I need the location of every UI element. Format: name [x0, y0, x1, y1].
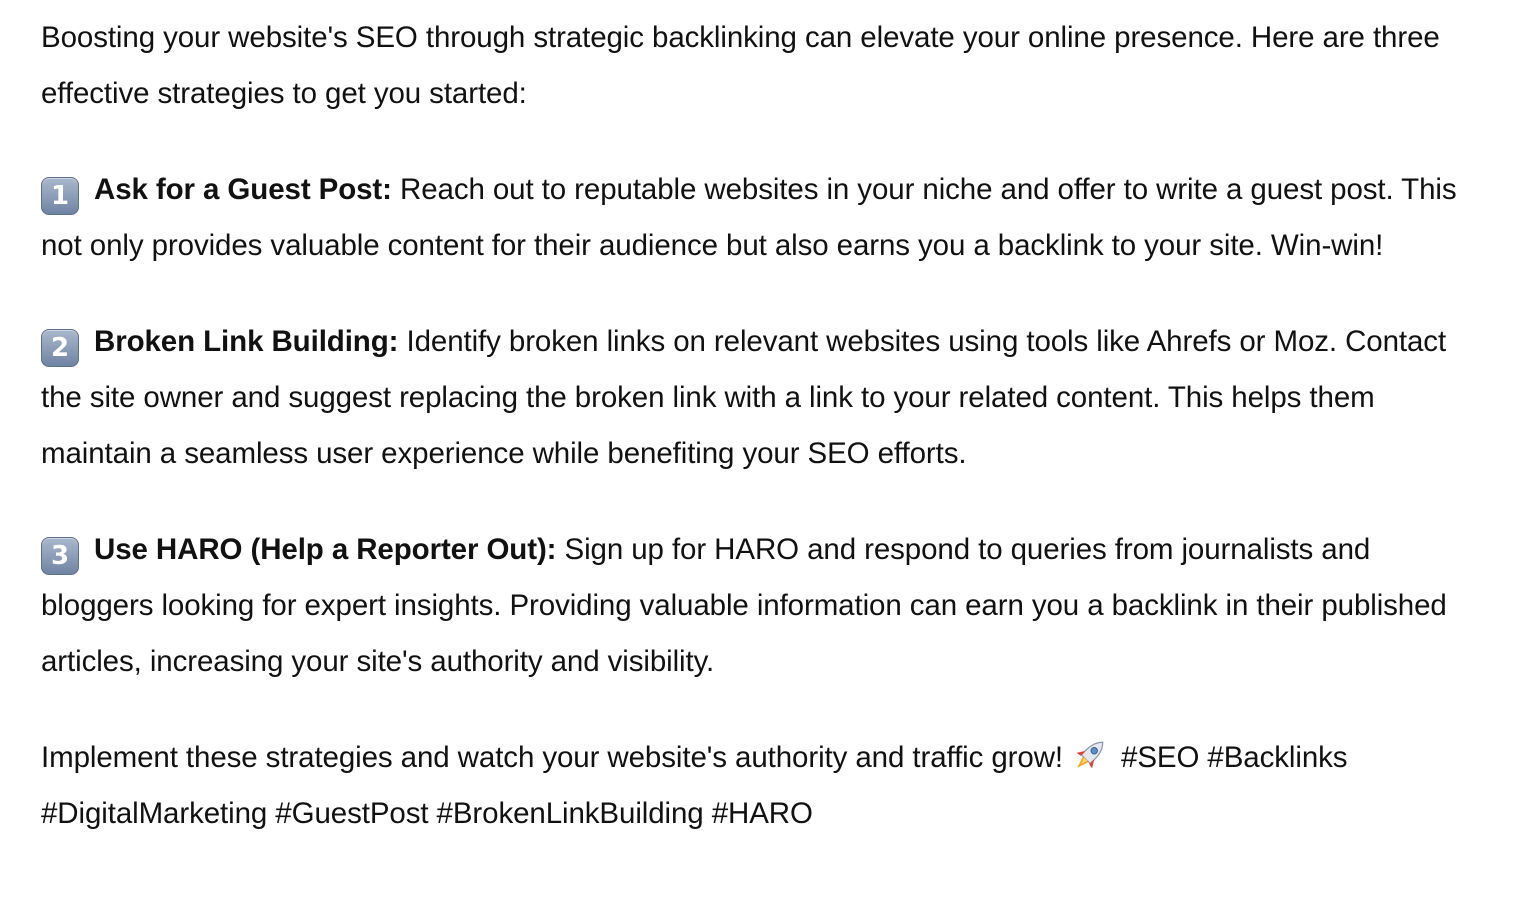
strategy-1-body: Reach out to reputable websites in your niche and offer to write a guest post. This not only provides valuable content for their audience but also earns you a backlink to your site. Win-win!: [41, 173, 1457, 262]
keycap-two-icon: 2: [41, 329, 79, 367]
keycap-three-icon: 3: [41, 537, 79, 575]
keycap-one-icon: 1: [41, 177, 79, 215]
strategy-2-body: Identify broken links on relevant websites using tools like Ahrefs or Moz. Contact the site owner and suggest replacing the broken link with a link to your related content. This helps them maintain a seamless user experience while benefiting your SEO efforts.: [41, 325, 1447, 470]
strategy-3: [41, 522, 1481, 690]
rocket-icon: [1069, 735, 1111, 775]
closing-text: Implement these strategies and watch your website's authority and traffic grow!: [41, 741, 1064, 774]
strategy-3-body: Sign up for HARO and respond to queries from journalists and bloggers looking for expert insights. Providing valuable information can earn you a backlink in their published articles, increasing your site's authority and visibility.: [41, 533, 1447, 678]
closing-paragraph: [41, 730, 1481, 842]
post-body: [41, 10, 1481, 842]
strategy-2: [41, 314, 1481, 482]
intro-paragraph: Boosting your website's SEO through strategic backlinking can elevate your online presence. Here are three effective strategies to get you started:: [41, 21, 1440, 110]
strategy-2-heading: Broken Link Building:: [94, 325, 399, 358]
closing-hashtags: #SEO #Backlinks #DigitalMarketing #GuestPost #BrokenLinkBuilding #HARO: [41, 741, 1348, 830]
strategy-1: [41, 162, 1481, 274]
strategy-3-heading: Use HARO (Help a Reporter Out):: [94, 533, 557, 566]
strategy-1-heading: Ask for a Guest Post:: [94, 173, 392, 206]
